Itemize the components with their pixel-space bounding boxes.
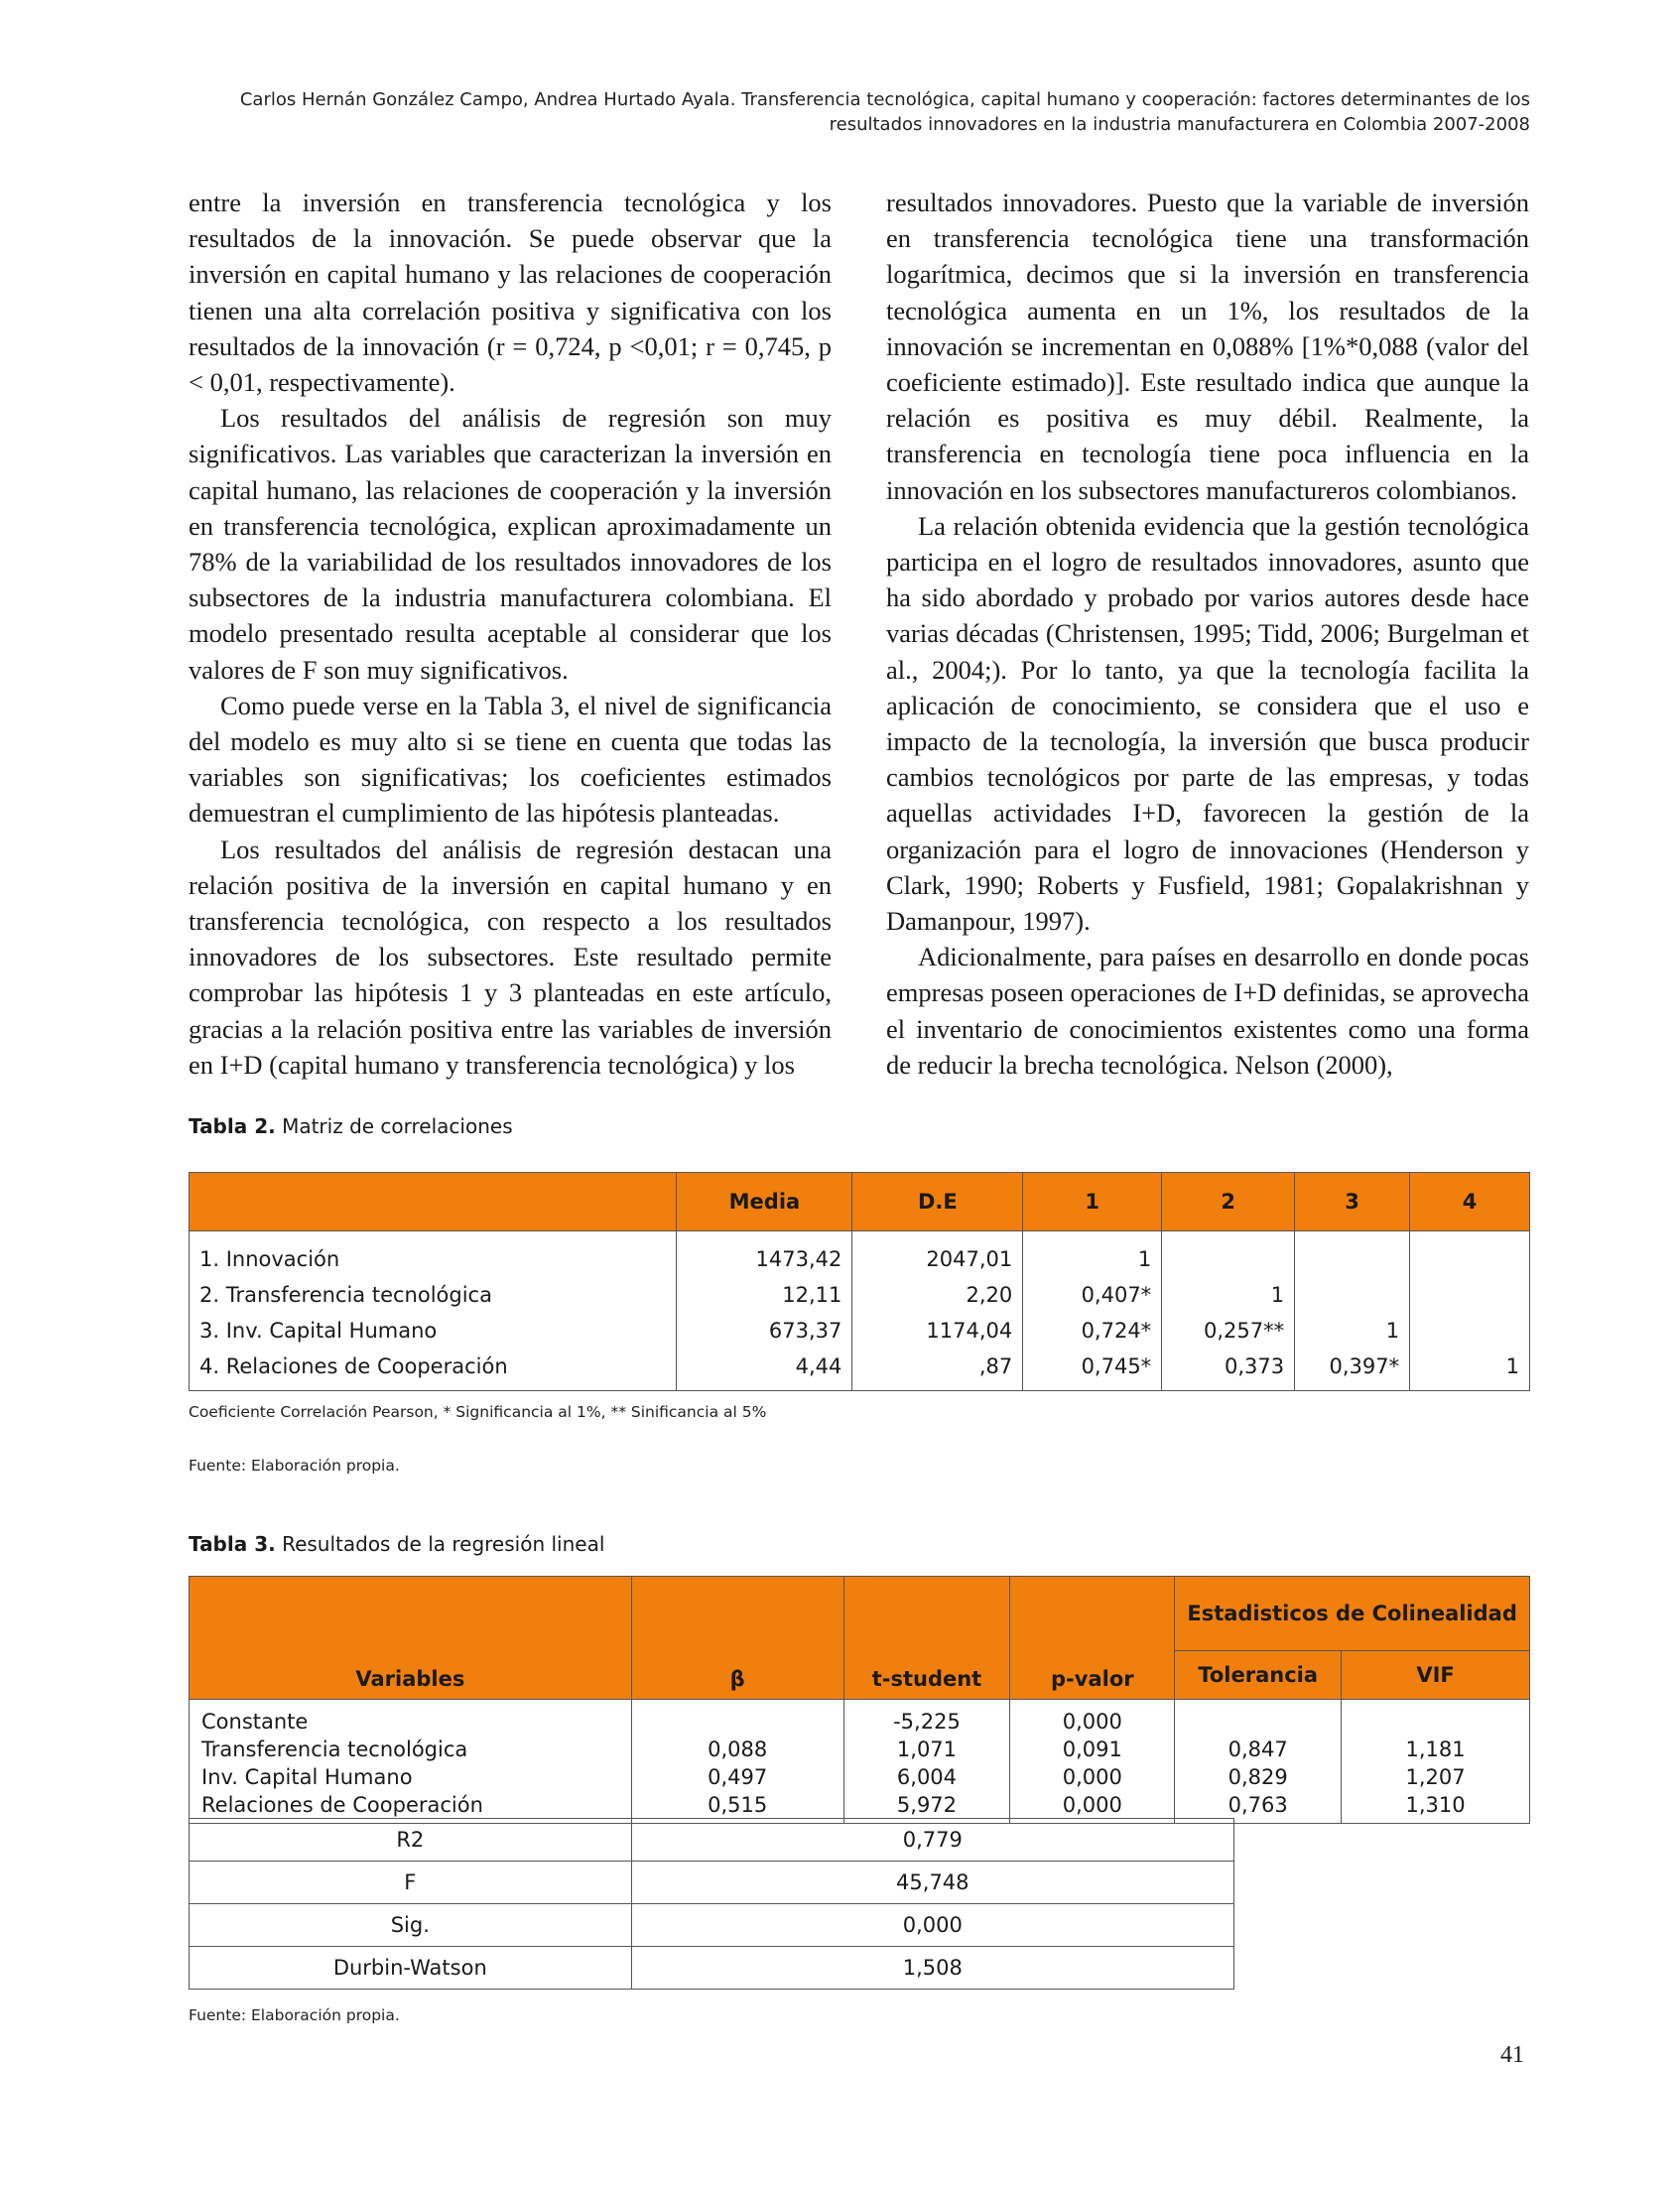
p-valor-value: 0,000 xyxy=(1062,1765,1122,1789)
cell: 0,745* xyxy=(1023,1349,1162,1391)
table-row xyxy=(190,1277,1530,1313)
beta-value xyxy=(633,1708,842,1736)
cell: 0,257** xyxy=(1162,1313,1295,1349)
p-valor-value: 0,091 xyxy=(1062,1738,1122,1761)
cell: 1473,42 xyxy=(677,1231,852,1278)
t-student-value: -5,225 xyxy=(893,1710,961,1734)
cell: 1 xyxy=(1410,1349,1530,1391)
table-row xyxy=(190,1947,1234,1990)
summary-value: 0,000 xyxy=(631,1904,1233,1947)
header-cell: 2 xyxy=(1162,1173,1295,1231)
table2-caption-label: Tabla 2. xyxy=(189,1114,276,1138)
table2-caption-text: Matriz de correlaciones xyxy=(275,1114,513,1138)
table-row xyxy=(190,1700,1530,1824)
cell xyxy=(1410,1231,1530,1278)
regression-summary-table xyxy=(189,1818,1234,1990)
regression-results-table xyxy=(189,1576,1530,1824)
cell: 0,407* xyxy=(1023,1277,1162,1313)
cell: 0,724* xyxy=(1023,1313,1162,1349)
table2-note: Coeficiente Correlación Pearson, * Significancia al 1%, ** Sinificancia al 5% xyxy=(189,1403,767,1421)
paragraph: entre la inversión en transferencia tecnológica y los resultados de la innovación. Se puede observar que la inversión en capital humano y las relaciones de cooperación tienen una alta correlación positiva y significativa con los resultados de la innovación (r = 0,724, p <0,01; r = 0,745, p < 0,01, respectivamente). xyxy=(189,188,832,398)
running-header-line-2: resultados innovadores en la industria manufacturera en Colombia 2007-2008 xyxy=(829,114,1530,135)
variable-name: Relaciones de Cooperación xyxy=(201,1793,483,1817)
cell: 673,37 xyxy=(677,1313,852,1349)
vif-value xyxy=(1343,1708,1528,1736)
cell: 0,397* xyxy=(1295,1349,1410,1391)
summary-label: Durbin-Watson xyxy=(190,1947,632,1990)
vif-value: 1,181 xyxy=(1405,1738,1466,1761)
correlation-matrix-table xyxy=(189,1172,1530,1391)
summary-label: R2 xyxy=(190,1819,632,1862)
header-cell: β xyxy=(631,1577,843,1700)
paragraph: Adicionalmente, para países en desarrollo en donde pocas empresas poseen operaciones de I+D definidas, se aprovecha el inventario de conocimientos existentes como una forma de reducir la brecha tecnológica. Nelson (2000), xyxy=(886,942,1529,1080)
table-header-row xyxy=(190,1577,1530,1651)
row-label: 1. Innovación xyxy=(190,1231,677,1278)
variables-cell xyxy=(190,1700,632,1824)
tolerancia-value: 0,847 xyxy=(1228,1738,1288,1761)
running-header xyxy=(189,87,1530,137)
t-student-value: 6,004 xyxy=(896,1765,958,1789)
t-student-cell xyxy=(843,1700,1010,1824)
table3-caption-label: Tabla 3. xyxy=(189,1532,276,1556)
row-label: 4. Relaciones de Cooperación xyxy=(190,1349,677,1391)
row-label: 3. Inv. Capital Humano xyxy=(190,1313,677,1349)
summary-label: F xyxy=(190,1862,632,1904)
header-cell: 4 xyxy=(1410,1173,1530,1231)
header-cell: t-student xyxy=(843,1577,1010,1700)
cell: 1 xyxy=(1162,1277,1295,1313)
beta-value: 0,497 xyxy=(708,1765,768,1789)
header-cell: 1 xyxy=(1023,1173,1162,1231)
cell: 4,44 xyxy=(677,1349,852,1391)
summary-value: 0,779 xyxy=(631,1819,1233,1862)
table-row xyxy=(190,1862,1234,1904)
cell xyxy=(1410,1277,1530,1313)
header-cell: p-valor xyxy=(1010,1577,1175,1700)
tolerancia-value: 0,763 xyxy=(1228,1793,1288,1817)
cell: ,87 xyxy=(852,1349,1023,1391)
cell xyxy=(1410,1313,1530,1349)
summary-value: 1,508 xyxy=(631,1947,1233,1990)
cell: 1 xyxy=(1295,1313,1410,1349)
row-label: 2. Transferencia tecnológica xyxy=(190,1277,677,1313)
table3-source: Fuente: Elaboración propia. xyxy=(189,2006,400,2024)
cell: 2047,01 xyxy=(852,1231,1023,1278)
vif-value: 1,207 xyxy=(1405,1765,1466,1789)
table-row xyxy=(190,1313,1530,1349)
summary-value: 45,748 xyxy=(631,1862,1233,1904)
header-cell xyxy=(190,1173,677,1231)
variable-name: Constante xyxy=(201,1710,309,1734)
paragraph: Los resultados del análisis de regresión destacan una relación positiva de la inversión en capital humano y en transferencia tecnológica, con respecto a los resultados innovadores de los subsectores. Este resultado permite comprobar las hipótesis 1 y 3 planteadas en este artículo, gracias a la relación positiva entre las variables de inversión en I+D (capital humano y transferencia tecnológica) y los xyxy=(189,834,832,1080)
p-valor-value: 0,000 xyxy=(1062,1710,1122,1734)
cell: 12,11 xyxy=(677,1277,852,1313)
right-text-column xyxy=(886,185,1529,1083)
header-cell: D.E xyxy=(852,1173,1023,1231)
table-row xyxy=(190,1231,1530,1278)
header-group-cell: Estadisticos de Colinealidad xyxy=(1175,1577,1530,1651)
paragraph: La relación obtenida evidencia que la gestión tecnológica participa en el logro de resultados innovadores, asunto que ha sido abordado y probado por varios autores desde hace varias décadas (Christensen, 1995; Tidd, 2006; Burgelman et al., 2004;). Por lo tanto, ya que la tecnología facilita la aplicación de conocimiento, se considera que el uso e impacto de la tecnología, la inversión que busca producir cambios tecnológicos por parte de las empresas, y todas aquellas actividades I+D, favorecen la gestión de la organización para el logro de innovaciones (Henderson y Clark, 1990; Roberts y Fusfield, 1981; Gopalakrishnan y Damanpour, 1997). xyxy=(886,510,1529,937)
page-number: 41 xyxy=(1500,2042,1524,2068)
t-student-value: 5,972 xyxy=(896,1793,958,1817)
variable-name: Transferencia tecnológica xyxy=(201,1738,468,1761)
running-header-line-1: Carlos Hernán González Campo, Andrea Hurtado Ayala. Transferencia tecnológica, capital humano y cooperación: factores determinantes de los xyxy=(239,89,1530,110)
table3-caption xyxy=(189,1532,604,1556)
vif-cell xyxy=(1342,1700,1530,1824)
header-cell: Variables xyxy=(190,1577,632,1700)
table-row xyxy=(190,1904,1234,1947)
t-student-value: 1,071 xyxy=(896,1738,958,1761)
vif-value: 1,310 xyxy=(1405,1793,1466,1817)
header-cell: Tolerancia xyxy=(1175,1650,1342,1699)
beta-cell xyxy=(631,1700,843,1824)
summary-label: Sig. xyxy=(190,1904,632,1947)
cell xyxy=(1295,1277,1410,1313)
paragraph: Los resultados del análisis de regresión son muy significativos. Las variables que caracterizan la inversión en capital humano, las relaciones de cooperación y la inversión en transferencia tecnológica, explican aproximadamente un 78% de la variabilidad de los resultados innovadores de los subsectores de la industria manufacturera colombiana. El modelo presentado resulta aceptable al considerar que los valores de F son muy significativos. xyxy=(189,403,832,685)
cell: 0,373 xyxy=(1162,1349,1295,1391)
header-cell: VIF xyxy=(1342,1650,1530,1699)
cell: 2,20 xyxy=(852,1277,1023,1313)
header-cell: 3 xyxy=(1295,1173,1410,1231)
paragraph: resultados innovadores. Puesto que la variable de inversión en transferencia tecnológica tiene una transformación logarítmica, decimos que si la inversión en transferencia tecnológica aumenta en un 1%, los resultados de la innovación se incrementan en 0,088% [1%*0,088 (valor del coeficiente estimado)]. Este resultado indica que aunque la relación es positiva es muy débil. Realmente, la transferencia en tecnología tiene poca influencia en la innovación en los subsectores manufactureros colombianos. xyxy=(886,188,1529,505)
variable-name: Inv. Capital Humano xyxy=(201,1765,413,1789)
table-header-row xyxy=(190,1173,1530,1231)
table-row xyxy=(190,1819,1234,1862)
cell: 1174,04 xyxy=(852,1313,1023,1349)
tolerancia-value xyxy=(1176,1708,1340,1736)
p-valor-value: 0,000 xyxy=(1062,1793,1122,1817)
beta-value: 0,088 xyxy=(708,1738,768,1761)
tolerancia-value: 0,829 xyxy=(1228,1765,1288,1789)
left-text-column xyxy=(189,185,832,1083)
cell xyxy=(1295,1231,1410,1278)
cell xyxy=(1162,1231,1295,1278)
tolerancia-cell xyxy=(1175,1700,1342,1824)
table2-caption xyxy=(189,1114,513,1138)
table3-caption-text: Resultados de la regresión lineal xyxy=(275,1532,605,1556)
table2-source: Fuente: Elaboración propia. xyxy=(189,1457,400,1475)
beta-value: 0,515 xyxy=(708,1793,768,1817)
cell: 1 xyxy=(1023,1231,1162,1278)
header-cell: Media xyxy=(677,1173,852,1231)
paragraph: Como puede verse en la Tabla 3, el nivel de significancia del modelo es muy alto si se tiene en cuenta que todas las variables son significativas; los coeficientes estimados demuestran el cumplimiento de las hipótesis planteadas. xyxy=(189,690,832,829)
p-valor-cell xyxy=(1010,1700,1175,1824)
table-row xyxy=(190,1349,1530,1391)
